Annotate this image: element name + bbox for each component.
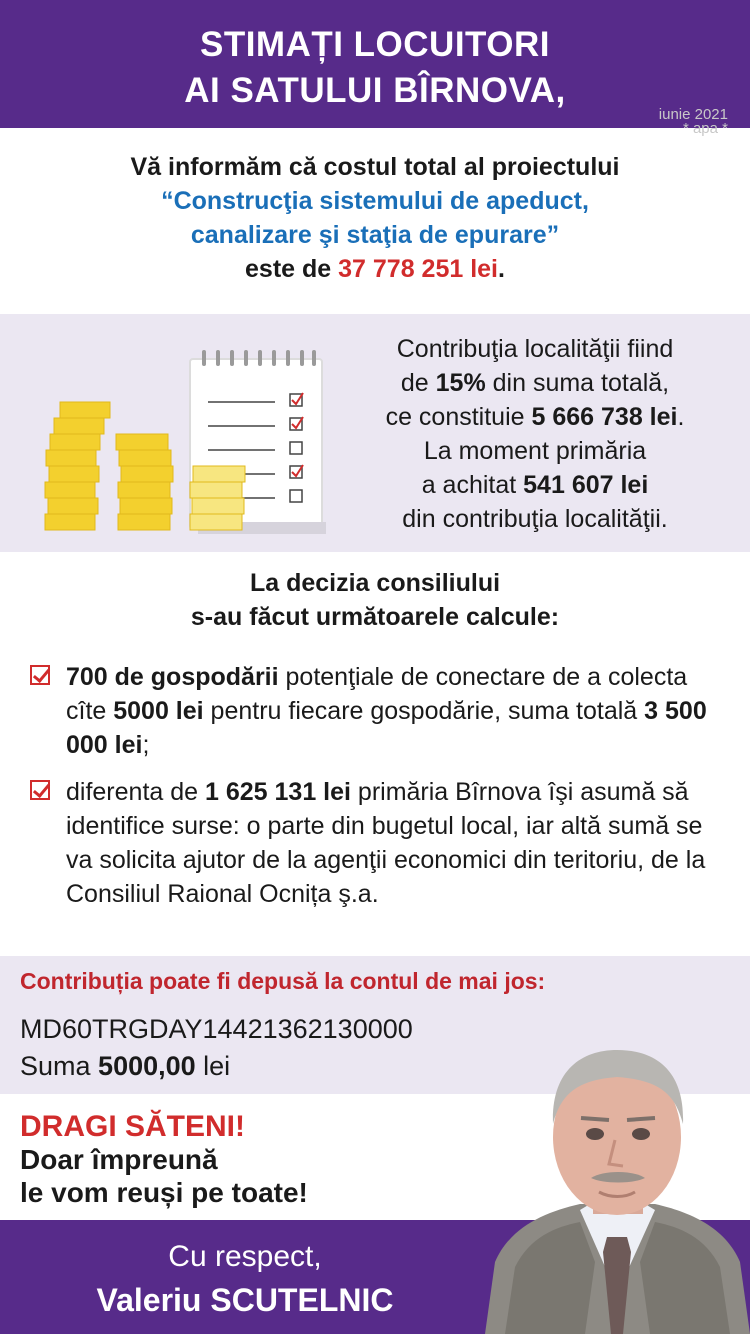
signer-name: Valeriu SCUTELNIC [96, 1282, 394, 1318]
checkbox-checked-icon [30, 780, 50, 800]
cost-prefix: este de [245, 255, 339, 283]
project-name-line1: “Construcţia sistemului de apeduct, [161, 187, 589, 215]
mayor-portrait [485, 1032, 750, 1334]
contribution-text [335, 332, 735, 536]
contribution-line2 [335, 366, 735, 400]
b1-bold1: 700 de gospodării [66, 663, 279, 691]
contribution-line5 [335, 468, 735, 502]
b1-t2: pentru fiecare gospodărie, suma totală [203, 697, 645, 725]
contribution-percent: 15% [435, 369, 486, 397]
b2-bold1: 1 625 131 lei [205, 778, 351, 806]
appeal-line2: Doar împreună [20, 1144, 218, 1175]
project-name-line2: canalizare şi staţia de epurare” [190, 221, 560, 249]
intro-line: Vă informăm că costul total al proiectului [130, 153, 620, 181]
contribution-amount: 5 666 738 lei [531, 403, 678, 431]
b2-t2: primăria Bîrnova îşi asumă să identifice surse: o parte din bugetul local, iar altă sumă se va solicita ajutor de la agenţii economici din teritoriu, de la Consiliul Raional Ocnița ş.a. [66, 778, 706, 908]
regards: Cu respect, [168, 1240, 322, 1273]
b2-t1: diferenta de [66, 778, 205, 806]
total-cost-value: 37 778 251 lei [338, 255, 499, 283]
decision-heading [0, 566, 750, 634]
contribution-line4: La moment primăria [423, 437, 647, 465]
contribution-line3 [335, 400, 735, 434]
cost-suffix: . [498, 255, 505, 283]
b1-bold2: 5000 lei [113, 697, 204, 725]
date-tag-month: iunie 2021 [658, 106, 728, 123]
header-title-line1: STIMAȚI LOCUITORI [199, 25, 551, 64]
c3-post: . [677, 403, 685, 431]
sum-unit: lei [195, 1051, 231, 1081]
account-sum [20, 1048, 230, 1084]
c3-pre: ce constituie [385, 403, 532, 431]
contribution-line6: din contribuţia localităţii. [402, 505, 668, 533]
c5-pre: a achitat [421, 471, 524, 499]
date-tag [659, 108, 728, 136]
date-tag-code: * apa * [682, 120, 728, 137]
decision-line1: La decizia consiliului [249, 569, 501, 597]
total-cost-line [0, 252, 750, 286]
b1-t3: ; [142, 731, 150, 759]
paid-amount: 541 607 lei [523, 471, 649, 499]
sum-value: 5000,00 [98, 1051, 196, 1081]
appeal-line3: le vom reuși pe toate! [20, 1177, 308, 1208]
c2-post: din suma totală, [485, 369, 670, 397]
coins-checklist-illustration [40, 344, 340, 554]
c2-pre: de [400, 369, 436, 397]
sum-label: Suma [20, 1051, 99, 1081]
contribution-line1: Contribuţia localităţii fiind [396, 335, 674, 363]
appeal-title: DRAGI SĂTENI! [20, 1110, 245, 1143]
header-title-line2: AI SATULUI BÎRNOVA, [184, 71, 566, 110]
checkbox-checked-icon [30, 665, 50, 685]
list-item [30, 775, 730, 911]
bullet-text [30, 660, 730, 762]
appeal-block [20, 1110, 308, 1209]
account-iban: MD60TRGDAY14421362130000 [20, 1014, 413, 1044]
account-heading: Contribuția poate fi depusă la contul de mai jos: [20, 968, 546, 994]
project-cost-intro [0, 150, 750, 286]
contribution-band [0, 314, 750, 552]
bullet-text [30, 775, 730, 911]
header-banner [0, 0, 750, 128]
decision-line2: s-au făcut următoarele calcule: [190, 603, 560, 631]
list-item [30, 660, 730, 762]
b1-t1: potenţiale de conectare de a colecta cîte [66, 663, 688, 725]
b1-bold3: 3 500 000 lei [66, 697, 707, 759]
